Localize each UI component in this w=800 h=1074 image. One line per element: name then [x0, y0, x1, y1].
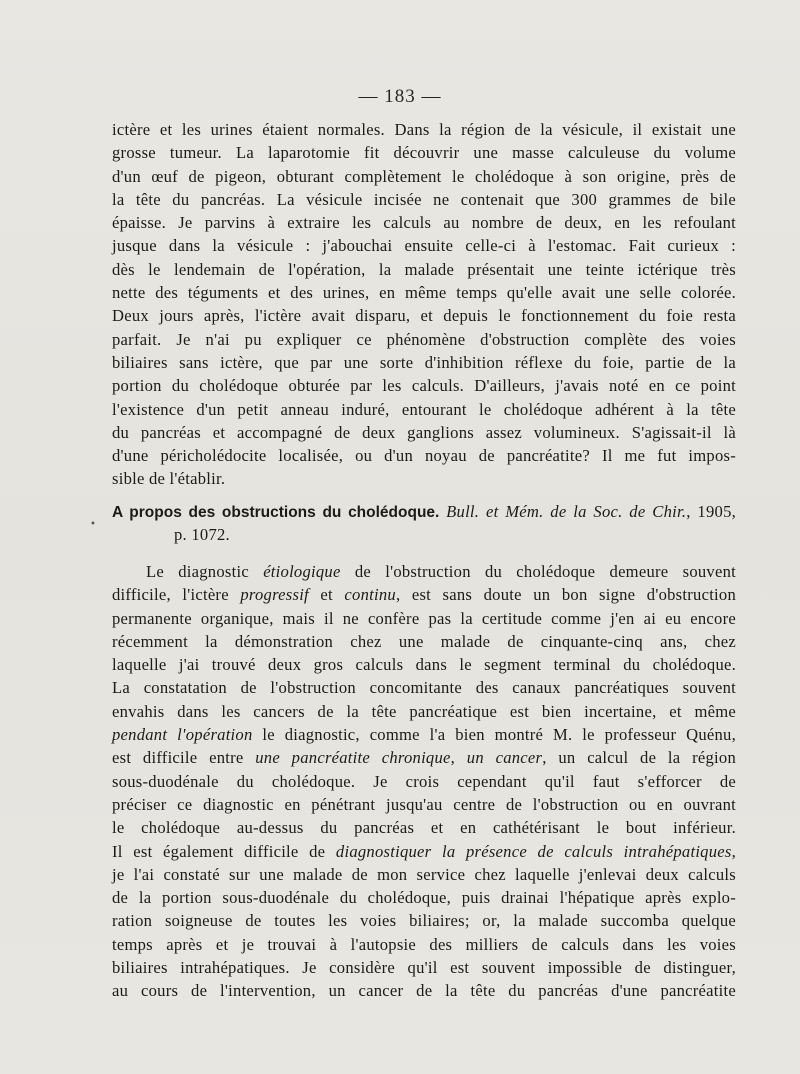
reference-source: Bull. et Mém. de la Soc. de Chir. — [446, 502, 687, 521]
text-line: Deux jours après, l'ictère avait disparu, et depuis le fonctionnement du foie resta — [112, 306, 736, 326]
text-line: je l'ai constaté sur une malade de mon service chez laquelle j'enlevai deux calculs — [112, 864, 736, 884]
text-line: laquelle j'ai trouvé deux gros calculs dans le segment terminal du cholédoque. — [112, 655, 736, 675]
text-line: permanente organique, mais il ne confère pas la certitude comme j'en ai eu encore — [112, 608, 736, 628]
margin-dot: • — [90, 519, 96, 530]
text-line: parfait. Je n'ai pu expliquer ce phénomène d'obstruction complète des voies — [112, 329, 736, 349]
text-line: préciser ce diagnostic en pénétrant jusqu'au centre de l'obstruction ou en ouvrant — [112, 794, 736, 814]
text-line: biliaires sans ictère, que par une sorte d'inhibition réflexe du foie, partie de la — [112, 352, 736, 372]
text-line: Il est également difficile de diagnostiquer la présence de calculs intrahépatiques, — [112, 841, 736, 861]
text-line: le cholédoque au-dessus du pancréas et en cathétérisant le bout inférieur. — [112, 818, 736, 838]
text-line: sible de l'établir. — [112, 469, 226, 489]
text-line: portion du cholédoque obturée par les calculs. D'ailleurs, j'avais noté en ce point — [112, 376, 736, 396]
text-line: épaisse. Je parvins à extraire les calculs au nombre de deux, en les refoulant — [112, 213, 736, 233]
text-line: dès le lendemain de l'opération, la malade présentait une teinte ictérique très — [112, 259, 736, 279]
text-line: sous-duodénale du cholédoque. Je crois cependant qu'il faut s'efforcer de — [112, 771, 736, 791]
text-line: au cours de l'intervention, un cancer de la tête du pancréas d'une pancréatite — [112, 981, 736, 1001]
reference-title: A propos des obstructions du cholédoque. — [112, 504, 440, 521]
text-line: jusque dans la vésicule : j'abouchai ensuite celle-ci à l'estomac. Fait curieux : — [112, 236, 736, 256]
text-line: d'une péricholédocite localisée, ou d'un noyau de pancréatite? Il me fut impos- — [112, 446, 736, 466]
page-number: — 183 — — [358, 86, 442, 107]
text-line: difficile, l'ictère progressif et continu, est sans doute un bon signe d'obstruction — [112, 585, 737, 605]
text-line: pendant l'opération le diagnostic, comme l'a bien montré M. le professeur Quénu, — [112, 725, 736, 745]
text-line: La constatation de l'obstruction concomitante des canaux pancréatiques souvent — [112, 678, 736, 698]
text-line: du pancréas et accompagné de deux ganglions assez volumineux. S'agissait-il là — [112, 422, 736, 442]
reference-pages: p. 1072. — [174, 525, 230, 545]
text-line: grosse tumeur. La laparotomie fit découvrir une masse calculeuse du volume — [112, 143, 736, 163]
text-line: d'un œuf de pigeon, obturant complètement le cholédoque à son origine, près de — [112, 166, 736, 186]
text-line: Le diagnostic étiologique de l'obstruction du cholédoque demeure souvent — [146, 562, 736, 581]
reference-year: , 1905, — [686, 502, 737, 521]
reference-line — [112, 500, 736, 523]
paragraph-1 — [112, 118, 736, 491]
text-line: ration soigneuse de toutes les voies biliaires; or, la malade succomba quelque — [112, 911, 736, 931]
paragraph-2 — [112, 560, 736, 1003]
text-line: temps après et je trouvai à l'autopsie des milliers de calculs dans les voies — [112, 934, 736, 954]
bibliographic-reference — [112, 500, 736, 547]
text-line: ictère et les urines étaient normales. Dans la région de la vésicule, il existait une — [112, 120, 736, 139]
text-line: envahis dans les cancers de la tête pancréatique est bien incertaine, et même — [112, 701, 736, 721]
text-line: l'existence d'un petit anneau induré, entourant le cholédoque adhérent à la tête — [112, 399, 736, 419]
text-line: de la portion sous-duodénale du cholédoque, puis drainai l'hépatique après explo- — [112, 888, 736, 908]
text-line: récemment la démonstration chez une malade de cinquante-cinq ans, chez — [112, 631, 736, 651]
text-line: biliaires intrahépatiques. Je considère qu'il est souvent impossible de distinguer, — [112, 958, 736, 978]
text-line: la tête du pancréas. La vésicule incisée ne contenait que 300 grammes de bile — [112, 189, 736, 209]
text-line: nette des téguments et des urines, en même temps qu'elle avait une selle colorée. — [112, 283, 736, 303]
text-line: est difficile entre une pancréatite chronique, un cancer, un calcul de la région — [112, 748, 737, 768]
